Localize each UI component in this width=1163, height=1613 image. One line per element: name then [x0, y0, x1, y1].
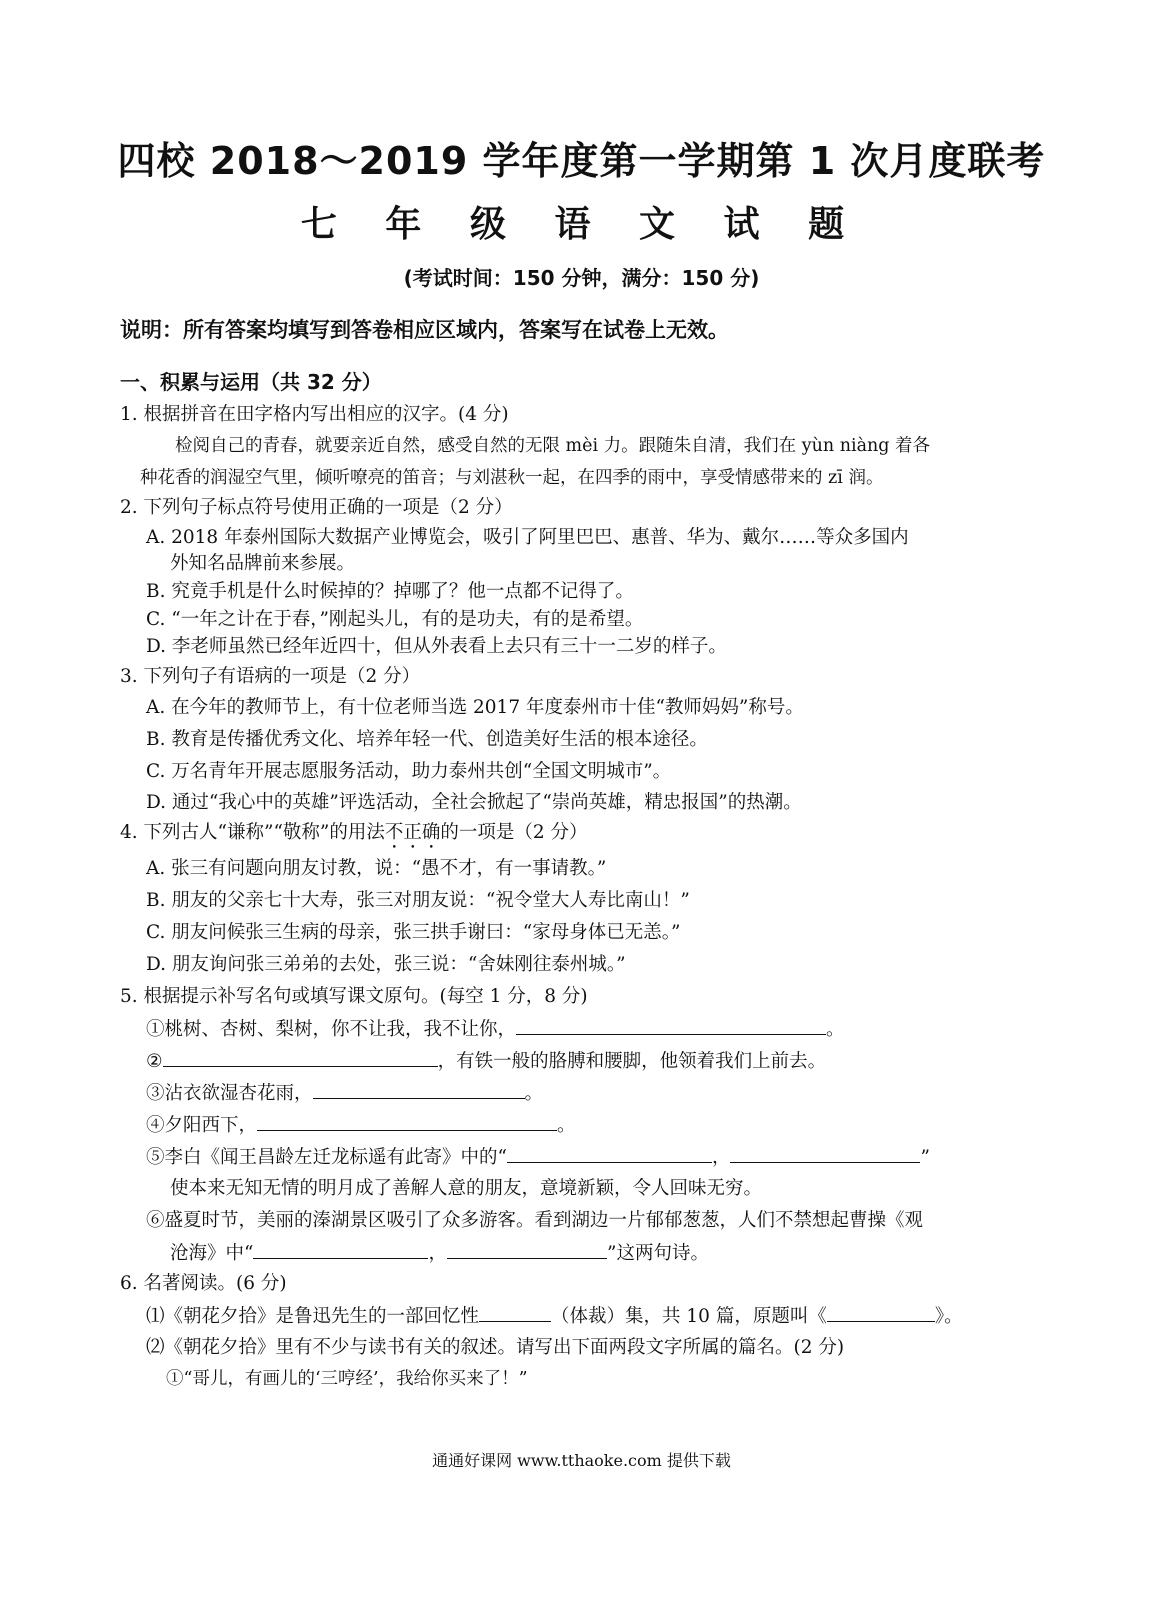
- question-5-item-1: [146, 1016, 845, 1043]
- question-5-item-2-num: ②: [146, 1051, 163, 1072]
- question-2-option-b: B. 究竟手机是什么时候掉的？掉哪了？他一点都不记得了。: [146, 581, 634, 602]
- question-4-stem-pre: 4. 下列古人“谦称”“敬称”的用法: [120, 822, 385, 843]
- question-6-part-1-end: 》。: [934, 1306, 963, 1327]
- question-6-stem: 6. 名著阅读。(6 分): [120, 1273, 287, 1294]
- question-5-item-3-text: ③沾衣欲湿杏花雨，: [146, 1083, 313, 1104]
- exam-title: 四校 2018～2019 学年度第一学期第 1 次月度联考: [117, 139, 1046, 183]
- question-2-option-d: D. 李老师虽然已经年近四十，但从外表看上去只有三十一二岁的样子。: [146, 636, 727, 657]
- question-2-option-a-cont: 外知名品牌前来参展。: [170, 553, 356, 574]
- question-1-text-line2: 种花香的润湿空气里，倾听嘹亮的笛音；与刘湛秋一起，在四季的雨中，享受情感带来的 zī 润。: [140, 468, 884, 488]
- question-5-item-3-end: 。: [524, 1083, 544, 1104]
- question-5-item-3: [146, 1080, 543, 1107]
- answer-blank[interactable]: [507, 1144, 712, 1163]
- answer-blank[interactable]: [447, 1240, 607, 1259]
- question-1-text-line1: 检阅自己的青春，就要亲近自然，感受自然的无限 mèi 力。跟随朱自清，我们在 yùn niàng 着各: [175, 436, 931, 456]
- question-4-stem-post: 的一项是（2 分）: [440, 822, 588, 843]
- question-4-option-d: D. 朋友询问张三弟弟的去处，张三说：“舍妹刚往泰州城。”: [146, 954, 626, 975]
- question-5-item-2: [146, 1048, 826, 1075]
- question-5-item-1-end: 。: [826, 1019, 845, 1040]
- question-5-item-6-comma: ，: [428, 1243, 447, 1264]
- question-5-item-5-end: ”: [920, 1147, 930, 1168]
- question-6-part-1: [146, 1303, 963, 1330]
- question-2-option-a: A. 2018 年泰州国际大数据产业博览会，吸引了阿里巴巴、惠普、华为、戴尔……等众多国内: [146, 527, 909, 548]
- question-2-stem: 2. 下列句子标点符号使用正确的一项是（2 分）: [120, 497, 513, 518]
- question-4-option-c: C. 朋友问候张三生病的母亲，张三拱手谢曰：“家母身体已无恙。”: [146, 922, 681, 943]
- answer-blank[interactable]: [163, 1048, 438, 1067]
- answer-blank[interactable]: [479, 1303, 551, 1322]
- question-4-stem: [120, 820, 588, 853]
- question-5-item-1-text: ①桃树、杏树、梨树，你不让我，我不让你，: [146, 1019, 517, 1040]
- question-4-emphasis: 不正确: [384, 822, 441, 843]
- question-5-item-4-end: 。: [557, 1115, 576, 1136]
- question-5-item-6-text: 沧海》中“: [170, 1243, 254, 1264]
- question-2-option-c: C. “一年之计在于春，”刚起头儿，有的是功夫，有的是希望。: [146, 609, 644, 630]
- answer-blank[interactable]: [257, 1112, 557, 1131]
- question-6-part-2-item-1: ①“哥儿，有画儿的‘三哼经’，我给你买来了！”: [166, 1369, 528, 1389]
- question-5-item-2-text: ，有铁一般的胳膊和腰脚，他领着我们上前去。: [437, 1051, 827, 1072]
- answer-blank[interactable]: [516, 1016, 826, 1035]
- question-4-option-b: B. 朋友的父亲七十大寿，张三对朋友说：“祝令堂大人寿比南山！”: [146, 890, 690, 911]
- exam-instructions: 说明：所有答案均填写到答卷相应区域内，答案写在试卷上无效。: [120, 318, 729, 342]
- question-3-option-b: B. 教育是传播优秀文化、培养年轻一代、创造美好生活的根本途径。: [146, 729, 708, 750]
- question-5-item-4: [146, 1112, 576, 1139]
- answer-blank[interactable]: [827, 1303, 935, 1322]
- question-3-stem: 3. 下列句子有语病的一项是（2 分）: [120, 666, 421, 687]
- footer-credit: 通通好课网 www.tthaoke.com 提供下载: [432, 1451, 731, 1470]
- question-5-item-5-cont: 使本来无知无情的明月成了善解人意的朋友，意境新颖，令人回味无穷。: [170, 1178, 763, 1199]
- question-4-option-a: A. 张三有问题向朋友讨教，说：“愚不才，有一事请教。”: [146, 858, 607, 879]
- question-5-stem: 5. 根据提示补写名句或填写课文原句。(每空 1 分，8 分): [120, 986, 588, 1007]
- section-heading: 一、积累与运用（共 32 分）: [120, 370, 382, 394]
- answer-blank[interactable]: [253, 1240, 428, 1259]
- question-5-item-6-end: ”这两句诗。: [606, 1243, 709, 1264]
- answer-blank[interactable]: [730, 1144, 920, 1163]
- question-5-item-5-text: ⑤李白《闻王昌龄左迁龙标遥有此寄》中的“: [146, 1147, 507, 1168]
- question-6-part-2: ⑵《朝花夕拾》里有不少与读书有关的叙述。请写出下面两段文字所属的篇名。(2 分): [146, 1337, 845, 1358]
- question-1-stem: 1. 根据拼音在田字格内写出相应的汉字。(4 分): [120, 404, 509, 425]
- question-3-option-a: A. 在今年的教师节上，有十位老师当选 2017 年度泰州市十佳“教师妈妈”称号。: [146, 697, 804, 718]
- question-5-item-4-text: ④夕阳西下，: [146, 1115, 258, 1136]
- exam-info: (考试时间：150 分钟，满分：150 分): [403, 266, 760, 290]
- question-6-part-1-mid: （体裁）集，共 10 篇，原题叫《: [551, 1306, 827, 1327]
- question-3-option-c: C. 万名青年开展志愿服务活动，助力泰州共创“全国文明城市”。: [146, 761, 672, 782]
- question-5-item-6: ⑥盛夏时节，美丽的溱湖景区吸引了众多游客。看到湖边一片郁郁葱葱，人们不禁想起曹操《观: [146, 1210, 924, 1231]
- question-5-item-6-cont: [170, 1240, 709, 1267]
- question-3-option-d: D. 通过“我心中的英雄”评选活动，全社会掀起了“崇尚英雄，精忠报国”的热潮。: [146, 792, 802, 813]
- question-6-part-1-text: ⑴《朝花夕拾》是鲁迅先生的一部回忆性: [146, 1306, 480, 1327]
- exam-subtitle: 七 年 级 语 文 试 题: [300, 204, 863, 245]
- question-5-item-5: [146, 1144, 930, 1171]
- answer-blank[interactable]: [313, 1080, 525, 1099]
- question-5-item-5-comma: ，: [711, 1147, 731, 1168]
